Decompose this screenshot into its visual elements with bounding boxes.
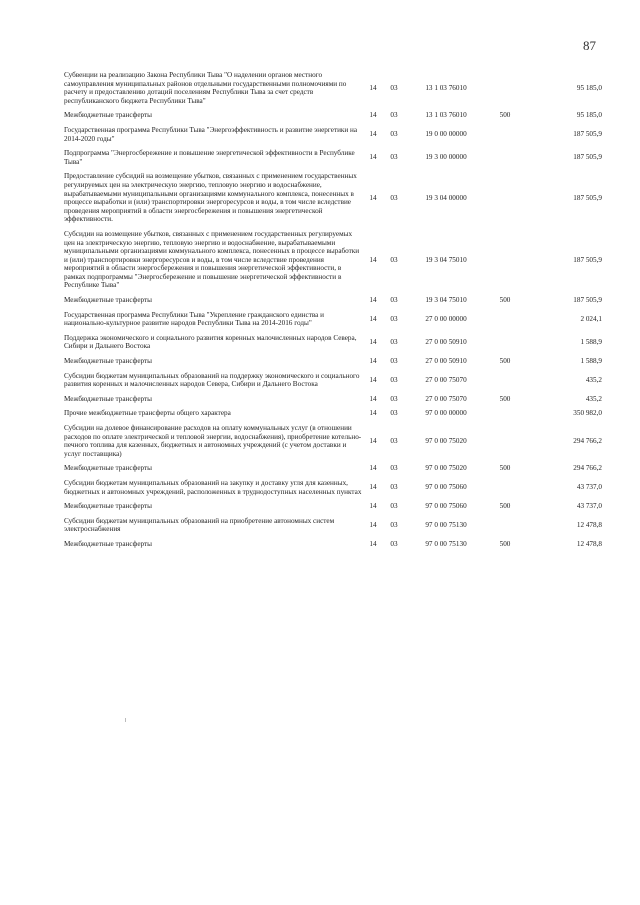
row-amount: 187 505,9 bbox=[573, 296, 602, 305]
row-amount: 187 505,9 bbox=[573, 153, 602, 162]
row-section: 14 bbox=[369, 255, 377, 264]
table-row bbox=[64, 334, 602, 357]
row-target-article: 97 0 00 00000 bbox=[425, 409, 467, 418]
budget-table-body bbox=[64, 71, 602, 555]
row-name: Предоставление субсидий на возмещение убытков, связанных с применением государственных регулируемых цен на электрическую энергию, тепловую энергию и водоснабжение, вырабатываемыми муниципальными организациями коммунального комплекса, понесенных в процессе выработки и (или) транспортировки энергоресурсов и воды, в том числе вследствие проведения мероприятий в области энергосбережения и повышения энергетической эффективности. bbox=[64, 172, 357, 224]
row-expense-type: 500 bbox=[499, 394, 511, 403]
row-amount: 95 185,0 bbox=[576, 83, 602, 92]
row-name: Поддержка экономического и социального развития коренных малочисленных народов Севера, Сибири и Дальнего Востока bbox=[64, 333, 357, 351]
row-name: Межбюджетные трансферты bbox=[64, 539, 152, 548]
row-expense-type bbox=[488, 311, 522, 334]
row-name: Межбюджетные трансферты bbox=[64, 394, 152, 403]
row-target-article: 97 0 00 75020 bbox=[425, 436, 467, 445]
row-section: 14 bbox=[369, 111, 377, 120]
row-target-article: 19 3 04 75010 bbox=[425, 296, 467, 305]
row-section: 14 bbox=[369, 375, 377, 384]
row-expense-type: 500 bbox=[499, 464, 511, 473]
row-amount: 187 505,9 bbox=[573, 130, 602, 139]
row-expense-type: 500 bbox=[499, 357, 511, 366]
row-target-article: 13 1 03 76010 bbox=[425, 83, 467, 92]
row-section: 14 bbox=[369, 464, 377, 473]
row-target-article: 19 3 04 75010 bbox=[425, 255, 467, 264]
row-name: Субсидии бюджетам муниципальных образований на закупку и доставку угля для казенных, бюджетных и автономных учреждений, расположенных в труднодоступных населенных пунктах bbox=[64, 478, 362, 496]
row-subsection: 03 bbox=[390, 539, 398, 548]
row-expense-type bbox=[488, 479, 522, 502]
row-subsection: 03 bbox=[390, 375, 398, 384]
row-name: Субсидии бюджетам муниципальных образований на поддержку экономического и социального развития коренных и малочисленных народов Севера, Сибири и Дальнего Востока bbox=[64, 371, 360, 389]
row-target-article: 27 0 00 75070 bbox=[425, 394, 467, 403]
row-expense-type: 500 bbox=[499, 502, 511, 511]
row-name: Субсидии бюджетам муниципальных образований на приобретение автономных систем электроснабжения bbox=[64, 516, 335, 534]
table-row bbox=[64, 540, 602, 555]
row-name: Государственная программа Республики Тыва "Энергоэффективность и развитие энергетики на 2014-2020 годы" bbox=[64, 125, 358, 143]
row-amount: 95 185,0 bbox=[576, 111, 602, 120]
row-name: Прочие межбюджетные трансферты общего характера bbox=[64, 409, 231, 418]
row-subsection: 03 bbox=[390, 394, 398, 403]
row-subsection: 03 bbox=[390, 464, 398, 473]
row-subsection: 03 bbox=[390, 338, 398, 347]
row-subsection: 03 bbox=[390, 111, 398, 120]
row-section: 14 bbox=[369, 357, 377, 366]
row-expense-type bbox=[488, 172, 522, 230]
row-subsection: 03 bbox=[390, 314, 398, 323]
row-expense-type bbox=[488, 424, 522, 464]
row-section: 14 bbox=[369, 153, 377, 162]
row-amount: 350 982,0 bbox=[573, 409, 602, 418]
row-expense-type bbox=[488, 126, 522, 149]
table-row bbox=[64, 409, 602, 424]
row-amount: 294 766,2 bbox=[573, 436, 602, 445]
row-expense-type bbox=[488, 372, 522, 395]
row-subsection: 03 bbox=[390, 296, 398, 305]
row-target-article: 27 0 00 75070 bbox=[425, 375, 467, 384]
table-row bbox=[64, 149, 602, 172]
row-amount: 435,2 bbox=[585, 394, 602, 403]
row-target-article: 97 0 00 75130 bbox=[425, 521, 467, 530]
row-section: 14 bbox=[369, 483, 377, 492]
row-amount: 435,2 bbox=[585, 375, 602, 384]
row-section: 14 bbox=[369, 338, 377, 347]
row-name: Межбюджетные трансферты bbox=[64, 111, 152, 120]
row-amount: 1 588,9 bbox=[580, 338, 602, 347]
row-expense-type bbox=[488, 149, 522, 172]
row-subsection: 03 bbox=[390, 483, 398, 492]
row-subsection: 03 bbox=[390, 502, 398, 511]
row-target-article: 19 3 04 00000 bbox=[425, 193, 467, 202]
scan-artifact-mark bbox=[125, 718, 126, 722]
row-amount: 187 505,9 bbox=[573, 255, 602, 264]
table-row bbox=[64, 372, 602, 395]
row-section: 14 bbox=[369, 314, 377, 323]
row-target-article: 19 0 00 00000 bbox=[425, 130, 467, 139]
row-section: 14 bbox=[369, 130, 377, 139]
table-row bbox=[64, 424, 602, 464]
row-name: Субвенции на реализацию Закона Республики Тыва "О наделении органов местного самоуправления муниципальных районов отдельными государственными полномочиями по расчету и предоставлению дотаций поселениям Республики Тыва за счет средств республиканского бюджета Республики Тыва" bbox=[64, 71, 347, 105]
row-section: 14 bbox=[369, 502, 377, 511]
row-expense-type bbox=[488, 71, 522, 111]
row-subsection: 03 bbox=[390, 193, 398, 202]
row-name: Межбюджетные трансферты bbox=[64, 464, 152, 473]
row-target-article: 97 0 00 75130 bbox=[425, 539, 467, 548]
row-name: Межбюджетные трансферты bbox=[64, 357, 152, 366]
table-row bbox=[64, 111, 602, 126]
table-row bbox=[64, 357, 602, 372]
row-subsection: 03 bbox=[390, 521, 398, 530]
table-row bbox=[64, 230, 602, 296]
table-row bbox=[64, 502, 602, 517]
row-section: 14 bbox=[369, 83, 377, 92]
row-amount: 12 478,8 bbox=[576, 539, 602, 548]
table-row bbox=[64, 311, 602, 334]
row-amount: 2 024,1 bbox=[580, 314, 602, 323]
row-subsection: 03 bbox=[390, 409, 398, 418]
row-target-article: 97 0 00 75020 bbox=[425, 464, 467, 473]
row-section: 14 bbox=[369, 539, 377, 548]
row-subsection: 03 bbox=[390, 83, 398, 92]
row-target-article: 19 3 00 00000 bbox=[425, 153, 467, 162]
row-name: Государственная программа Республики Тыва "Укрепление гражданского единства и национально-культурное развитие народов Республики Тыва на 2014-2016 годы" bbox=[64, 310, 324, 328]
row-expense-type bbox=[488, 409, 522, 424]
row-subsection: 03 bbox=[390, 153, 398, 162]
budget-table bbox=[64, 71, 602, 555]
row-target-article: 27 0 00 50910 bbox=[425, 338, 467, 347]
table-row bbox=[64, 479, 602, 502]
row-target-article: 27 0 00 50910 bbox=[425, 357, 467, 366]
row-subsection: 03 bbox=[390, 255, 398, 264]
row-subsection: 03 bbox=[390, 357, 398, 366]
row-amount: 12 478,8 bbox=[576, 521, 602, 530]
row-expense-type bbox=[488, 230, 522, 296]
row-expense-type bbox=[488, 517, 522, 540]
table-row bbox=[64, 172, 602, 230]
row-name: Межбюджетные трансферты bbox=[64, 502, 152, 511]
row-target-article: 97 0 00 75060 bbox=[425, 483, 467, 492]
row-section: 14 bbox=[369, 436, 377, 445]
table-row bbox=[64, 296, 602, 311]
row-target-article: 13 1 03 76010 bbox=[425, 111, 467, 120]
row-amount: 187 505,9 bbox=[573, 193, 602, 202]
row-section: 14 bbox=[369, 296, 377, 305]
table-row bbox=[64, 464, 602, 479]
row-expense-type: 500 bbox=[499, 539, 511, 548]
row-section: 14 bbox=[369, 394, 377, 403]
page-number: 87 bbox=[583, 38, 596, 53]
row-name: Субсидии на возмещение убытков, связанных с применением государственных регулируемых цен на электрическую энергию, тепловую энергию и водоснабжение, вырабатываемыми муниципальными организациями коммунального комплекса, понесенных в процессе выработки и (или) транспортировки энергоресурсов и воды, в том числе вследствие проведения мероприятий в области энергосбережения и повышения энергетической эффективности, в рамках подпрограммы "Энергосбережение и повышение энергетической эффективности в Республике Тыва" bbox=[64, 229, 360, 290]
row-subsection: 03 bbox=[390, 130, 398, 139]
table-row bbox=[64, 395, 602, 410]
row-target-article: 97 0 00 75060 bbox=[425, 502, 467, 511]
row-expense-type bbox=[488, 334, 522, 357]
table-row bbox=[64, 517, 602, 540]
row-name: Субсидии на долевое финансирование расходов на оплату коммунальных услуг (в отношении расходов по оплате электрической и тепловой энергии, водоснабжения), приобретение котельно-печного топлива для казенных, бюджетных и автономных учреждений (с учетом доставки и услуг поставщика) bbox=[64, 424, 362, 458]
row-expense-type: 500 bbox=[499, 296, 511, 305]
row-section: 14 bbox=[369, 193, 377, 202]
row-target-article: 27 0 00 00000 bbox=[425, 314, 467, 323]
row-section: 14 bbox=[369, 521, 377, 530]
row-section: 14 bbox=[369, 409, 377, 418]
row-subsection: 03 bbox=[390, 436, 398, 445]
table-row bbox=[64, 126, 602, 149]
row-amount: 43 737,0 bbox=[576, 502, 602, 511]
row-amount: 43 737,0 bbox=[576, 483, 602, 492]
row-amount: 1 588,9 bbox=[580, 357, 602, 366]
row-expense-type: 500 bbox=[499, 111, 511, 120]
row-amount: 294 766,2 bbox=[573, 464, 602, 473]
row-name: Межбюджетные трансферты bbox=[64, 296, 152, 305]
table-row bbox=[64, 71, 602, 111]
row-name: Подпрограмма "Энергосбережение и повышение энергетической эффективности в Республике Тыва" bbox=[64, 149, 355, 166]
